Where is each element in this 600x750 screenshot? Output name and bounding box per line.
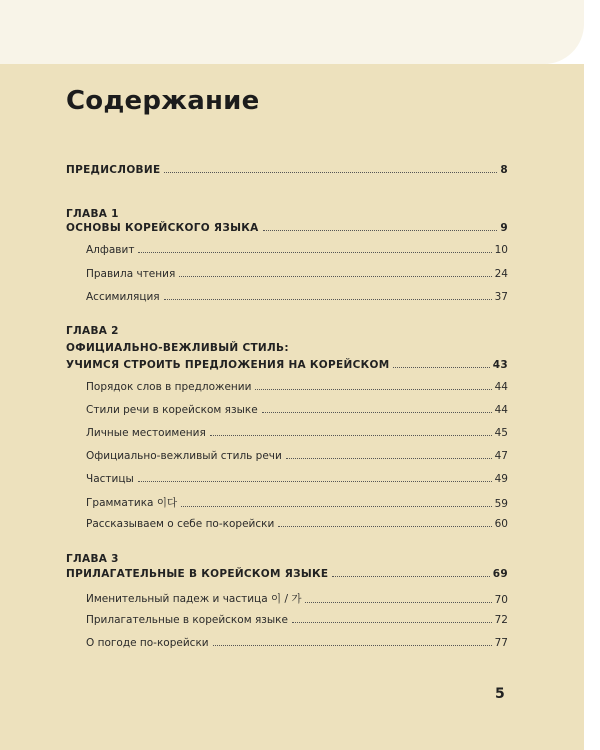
toc-subentry-page: 77 [494, 637, 508, 649]
toc-subentry[interactable] [66, 268, 508, 280]
toc-subentry-page: 72 [494, 614, 508, 626]
toc-subentry[interactable] [66, 244, 508, 256]
dot-leader [179, 275, 491, 277]
dot-leader [181, 505, 492, 507]
toc-subentry-label: Порядок слов в предложении [86, 381, 252, 393]
toc-subentry-label: Правила чтения [86, 268, 176, 280]
toc-subentry-label: Грамматика 이다 [86, 497, 178, 509]
dot-leader [262, 411, 492, 413]
page-top-tab [0, 0, 584, 64]
page-number: 5 [495, 686, 505, 702]
toc-entry-label: ПРИЛАГАТЕЛЬНЫЕ В КОРЕЙСКОМ ЯЗЫКЕ [66, 568, 329, 580]
dot-leader [255, 388, 491, 390]
dot-leader [138, 251, 491, 253]
toc-subentry-label: Прилагательные в корейском языке [86, 614, 288, 626]
toc-entry-chapter-1[interactable] [66, 222, 508, 234]
toc-subentry[interactable] [66, 381, 508, 393]
chapter-3-heading: ГЛАВА 3 [66, 553, 119, 565]
toc-subentry[interactable] [66, 450, 508, 462]
dot-leader [138, 480, 492, 482]
toc-subentry-page: 44 [494, 381, 508, 393]
toc-subentry-label: О погоде по-корейски [86, 637, 209, 649]
toc-subentry-page: 37 [494, 291, 508, 303]
toc-entry-preface[interactable] [66, 164, 508, 176]
dot-leader [393, 366, 489, 368]
chapter-2-title-line-1: ОФИЦИАЛЬНО-ВЕЖЛИВЫЙ СТИЛЬ: [66, 342, 289, 354]
chapter-2-heading: ГЛАВА 2 [66, 325, 119, 337]
toc-subentry-label: Частицы [86, 473, 134, 485]
toc-subentry-page: 10 [494, 244, 508, 256]
toc-subentry-page: 59 [494, 498, 508, 510]
dot-leader [278, 525, 491, 527]
dot-leader [305, 601, 491, 603]
toc-subentry-page: 70 [494, 594, 508, 606]
toc-subentry-page: 44 [494, 404, 508, 416]
toc-subentry-page: 45 [494, 427, 508, 439]
toc-subentry-page: 24 [494, 268, 508, 280]
toc-entry-chapter-3[interactable] [66, 568, 508, 580]
toc-entry-page: 9 [500, 222, 508, 234]
toc-entry-page: 43 [492, 359, 508, 371]
toc-subentry[interactable] [66, 614, 508, 626]
toc-entry-label: ПРЕДИСЛОВИЕ [66, 164, 161, 176]
toc-entry-chapter-2[interactable] [66, 359, 508, 371]
toc-entry-label: УЧИМСЯ СТРОИТЬ ПРЕДЛОЖЕНИЯ НА КОРЕЙСКОМ [66, 359, 390, 371]
toc-subentry-page: 60 [494, 518, 508, 530]
toc-subentry[interactable] [66, 291, 508, 303]
toc-subentry-label: Стили речи в корейском языке [86, 404, 258, 416]
toc-subentry-page: 49 [494, 473, 508, 485]
toc-subentry[interactable] [66, 427, 508, 439]
dot-leader [164, 171, 497, 173]
toc-subentry-label: Официально-вежливый стиль речи [86, 450, 282, 462]
dot-leader [210, 434, 492, 436]
toc-subentry[interactable] [66, 591, 508, 606]
toc-entry-page: 69 [492, 568, 508, 580]
dot-leader [164, 298, 492, 300]
toc-subentry-label: Алфавит [86, 244, 135, 256]
dot-leader [286, 457, 492, 459]
chapter-1-heading: ГЛАВА 1 [66, 208, 119, 220]
toc-entry-label: ОСНОВЫ КОРЕЙСКОГО ЯЗЫКА [66, 222, 259, 234]
toc-subentry[interactable] [66, 404, 508, 416]
toc-subentry[interactable] [66, 637, 508, 649]
toc-subentry-label: Личные местоимения [86, 427, 206, 439]
toc-subentry-label: Ассимиляция [86, 291, 160, 303]
dot-leader [213, 644, 492, 646]
toc-subentry[interactable] [66, 495, 508, 510]
dot-leader [332, 575, 489, 577]
dot-leader [263, 229, 498, 231]
toc-entry-page: 8 [500, 164, 508, 176]
toc-subentry[interactable] [66, 473, 508, 485]
toc-subentry-label: Рассказываем о себе по-корейски [86, 518, 275, 530]
page-title: Содержание [66, 86, 260, 116]
dot-leader [292, 621, 492, 623]
toc-subentry[interactable] [66, 518, 508, 530]
toc-subentry-label: Именительный падеж и частица 이 / 가 [86, 593, 302, 605]
toc-subentry-page: 47 [494, 450, 508, 462]
